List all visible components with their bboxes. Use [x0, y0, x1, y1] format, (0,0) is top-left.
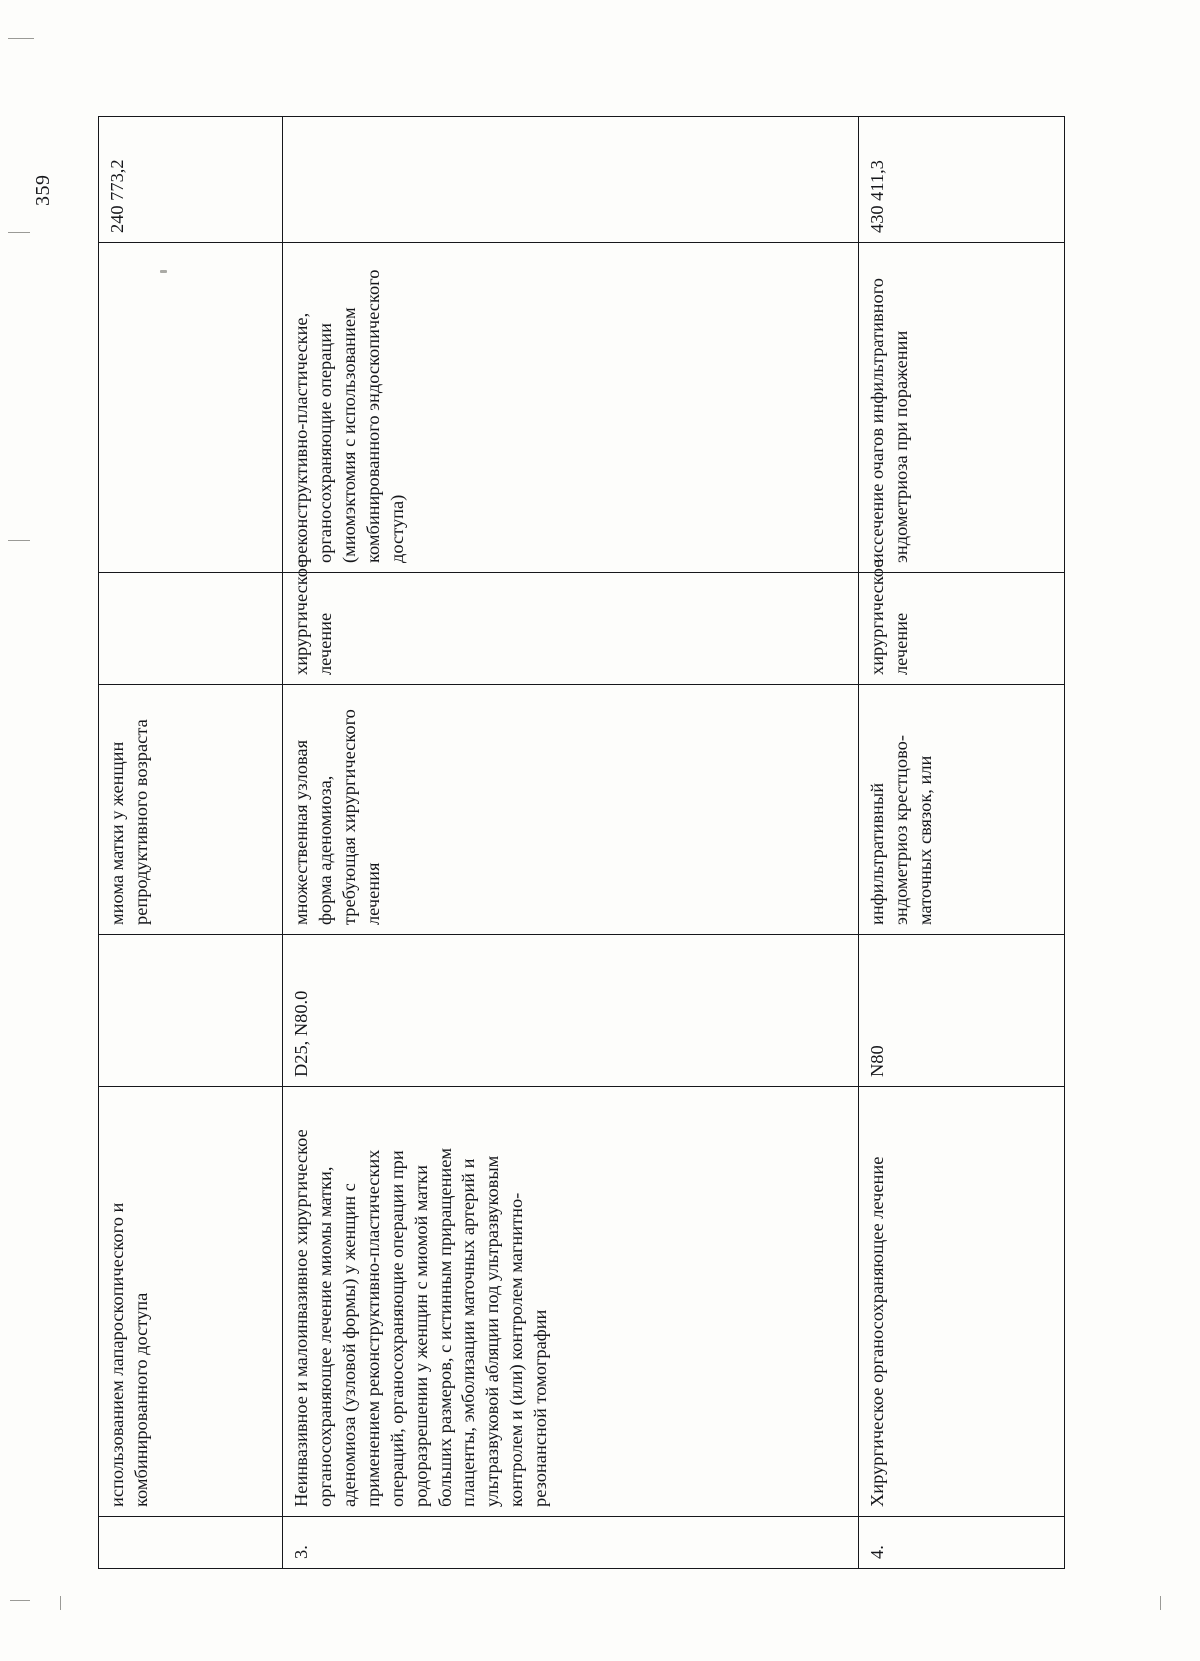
- rotated-content: [32, 71, 1110, 1591]
- cell-treatment-method: [99, 242, 283, 572]
- table-row: [283, 116, 859, 1568]
- cell-icd-code: [99, 934, 283, 1086]
- cell-treatment-kind: хирургическое лечение: [859, 572, 1065, 684]
- cell-row-number: 4.: [859, 1516, 1065, 1568]
- cell-hvmp-name: Неинвазивное и малоинвазивное хирургическое органосохраняющее лечение миомы матки, аденомиоза (узловой формы) у женщин с применением реконструктивно-пластических операций, органосохраняющие операции при родоразрешении у женщин с миомой матки больших размеров, с истинным приращением плаценты, эмболизации маточных артерий и ультразвуковой абляции под ультразвуковым контролем и (или) контролем магнитно-резонансной томографии: [283, 1086, 859, 1516]
- table-row: [99, 116, 283, 1568]
- cell-patient-model: инфильтративный эндометриоз крестцово-маточных связок, или: [859, 684, 1065, 934]
- cell-cost: 240 773,2: [99, 116, 283, 242]
- table-row: [859, 116, 1065, 1568]
- cell-treatment-method: иссечение очагов инфильтративного эндометриоза при поражении: [859, 242, 1065, 572]
- cell-hvmp-name: Хирургическое органосохраняющее лечение: [859, 1086, 1065, 1516]
- cell-icd-code: D25, N80.0: [283, 934, 859, 1086]
- cell-icd-code: N80: [859, 934, 1065, 1086]
- cell-treatment-kind: хирургическое лечение: [283, 572, 859, 684]
- hvmp-table: [98, 116, 1065, 1569]
- page-number: 359: [32, 174, 54, 206]
- cell-patient-model: множественная узловая форма аденомиоза, требующая хирургического лечения: [283, 684, 859, 934]
- cell-patient-model: миома матки у женщин репродуктивного возраста: [99, 684, 283, 934]
- cell-row-number: [99, 1516, 283, 1568]
- cell-treatment-method: реконструктивно-пластические, органосохраняющие операции (миомэктомия с использованием комбинированного эндоскопического доступа): [283, 242, 859, 572]
- cell-row-number: 3.: [283, 1516, 859, 1568]
- cell-cost: [283, 116, 859, 242]
- cell-treatment-kind: [99, 572, 283, 684]
- cell-hvmp-name: использованием лапароскопического и комбинированного доступа: [99, 1086, 283, 1516]
- cell-cost: 430 411,3: [859, 116, 1065, 242]
